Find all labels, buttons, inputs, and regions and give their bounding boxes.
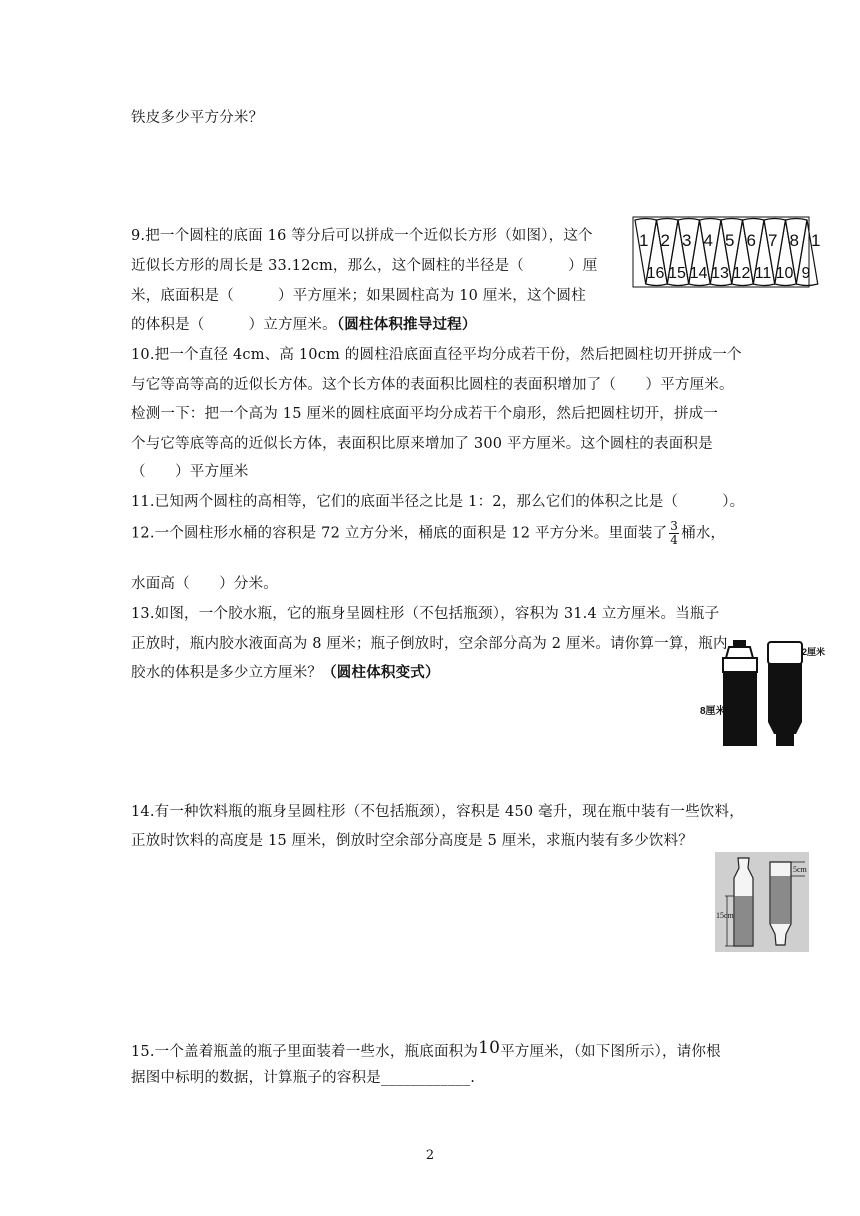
question-15-text-a: 15.一个盖着瓶盖的瓶子里面装着一些水，瓶底面积为 <box>131 1044 479 1060</box>
question-12-text-a: 12.一个圆柱形水桶的容积是 72 立方分米，桶底的面积是 12 平方分米。里面装了 <box>131 525 668 542</box>
drink-bottle-figure <box>715 852 809 952</box>
question-8-tail: 铁皮多少平方分米？ <box>131 110 264 126</box>
question-13-line-1: 13.如图，一个胶水瓶，它的瓶身呈圆柱形（不包括瓶颈），容积为 31.4 立方厘米。当瓶子 <box>131 606 720 622</box>
question-13-line-2: 正放时，瓶内胶水液面高为 8 厘米；瓶子倒放时，空余部分高为 2 厘米。请你算一算，瓶内 <box>131 636 728 652</box>
sector-number-bottom: 9 <box>801 265 811 282</box>
sector-number-bottom: 15 <box>668 265 686 282</box>
question-10-line-5: （ ）平方厘米 <box>131 464 249 480</box>
question-12-text-b: 桶水， <box>681 525 726 542</box>
question-15-text-b: 平方厘米，（如下图所示），请你根 <box>500 1044 721 1060</box>
sector-rectangle-figure <box>632 216 821 288</box>
question-15-line-1 <box>131 1038 721 1061</box>
label-8cm: 8厘米 <box>700 706 726 717</box>
sector-number-top: 1 <box>639 231 649 250</box>
question-9-tag: （圆柱体积推导过程） <box>336 316 477 333</box>
bottle-liquid-inverted <box>768 664 802 722</box>
bottle-cap <box>733 640 746 647</box>
question-13-tag: （圆柱体积变式） <box>322 664 440 681</box>
question-14-line-1: 14.有一种饮料瓶的瓶身呈圆柱形（不包括瓶颈），容积是 450 毫升，现在瓶中装有一些饮料， <box>131 804 744 820</box>
question-10-line-1: 10.把一个直径 4cm、高 10cm 的圆柱沿底面直径平均分成若干份，然后把圆柱切开拼成一个 <box>131 347 742 363</box>
sector-number-top: 3 <box>682 231 692 250</box>
sector-number-top: 8 <box>789 231 799 250</box>
liquid-inverted <box>771 876 791 924</box>
question-9-line-3: 米，底面积是（ ）平方厘米；如果圆柱高为 10 厘米，这个圆柱 <box>131 288 586 304</box>
question-10-line-3: 检测一下：把一个高为 15 厘米的圆柱底面平均分成若干个扇形，然后把圆柱切开，拼成一 <box>131 406 719 422</box>
sector-number-bottom: 12 <box>732 265 751 282</box>
sector-number-top: 1 <box>811 231 821 250</box>
sector-number-top: 2 <box>660 231 670 250</box>
question-9-line-2: 近似长方形的周长是 33.12cm，那么，这个圆柱的半径是（ ）厘 <box>131 258 598 274</box>
inverted-shoulder <box>768 722 802 734</box>
label-15cm: 15cm <box>716 911 734 920</box>
sector-number-bottom: 11 <box>754 265 772 282</box>
question-11: 11.已知两个圆柱的高相等，它们的底面半径之比是 1：2，那么它们的体积之比是（ ）。 <box>131 494 745 510</box>
question-12-line-1 <box>131 520 725 547</box>
bottle-air-upright <box>723 658 757 672</box>
question-9-line-4 <box>131 313 477 334</box>
glue-bottle-figure <box>698 638 830 750</box>
sector-number-top: 5 <box>725 231 735 250</box>
label-2cm: 2厘米 <box>802 647 826 657</box>
label-5cm: 5cm <box>793 865 807 874</box>
sector-number-bottom: 16 <box>646 265 665 282</box>
question-13-text: 胶水的体积是多少立方厘米？ <box>131 665 323 681</box>
sector-number-bottom: 10 <box>775 265 794 282</box>
question-9-text: 的体积是（ ）立方厘米。 <box>131 317 337 333</box>
sector-number-bottom: 13 <box>711 265 729 282</box>
question-15-line-2: 据图中标明的数据，计算瓶子的容积是____________. <box>131 1070 476 1086</box>
bottle-neck <box>726 647 753 658</box>
question-14-line-2: 正放时饮料的高度是 15 厘米，倒放时空余部分高度是 5 厘米，求瓶内装有多少饮料？ <box>131 833 694 849</box>
inverted-cap <box>776 734 794 746</box>
sector-number-top: 4 <box>703 231 713 250</box>
liquid-upright <box>735 896 753 945</box>
bottle-liquid-upright <box>723 672 757 746</box>
sector-number-bottom: 14 <box>689 265 708 282</box>
question-13-line-3 <box>131 661 440 682</box>
question-15-area-value: 10 <box>478 1038 501 1058</box>
page-number: 2 <box>425 1148 435 1163</box>
question-10-line-4: 个与它等底等高的近似长方体，表面积比原来增加了 300 平方厘米。这个圆柱的表面积是 <box>131 436 713 452</box>
bottle-air-inverted <box>768 642 802 664</box>
fraction-three-quarters <box>669 520 679 547</box>
fraction-numerator: 3 <box>670 519 679 533</box>
sector-number-top: 7 <box>768 231 778 250</box>
question-10-line-2: 与它等高等高的近似长方体。这个长方体的表面积比圆柱的表面积增加了（ ）平方厘米。 <box>131 377 734 393</box>
question-9-line-1: 9.把一个圆柱的底面 16 等分后可以拼成一个近似长方形（如图），这个 <box>131 228 593 244</box>
fraction-denominator: 4 <box>670 533 679 547</box>
sector-number-top: 6 <box>746 231 756 250</box>
question-12-line-2: 水面高（ ）分米。 <box>131 576 278 592</box>
